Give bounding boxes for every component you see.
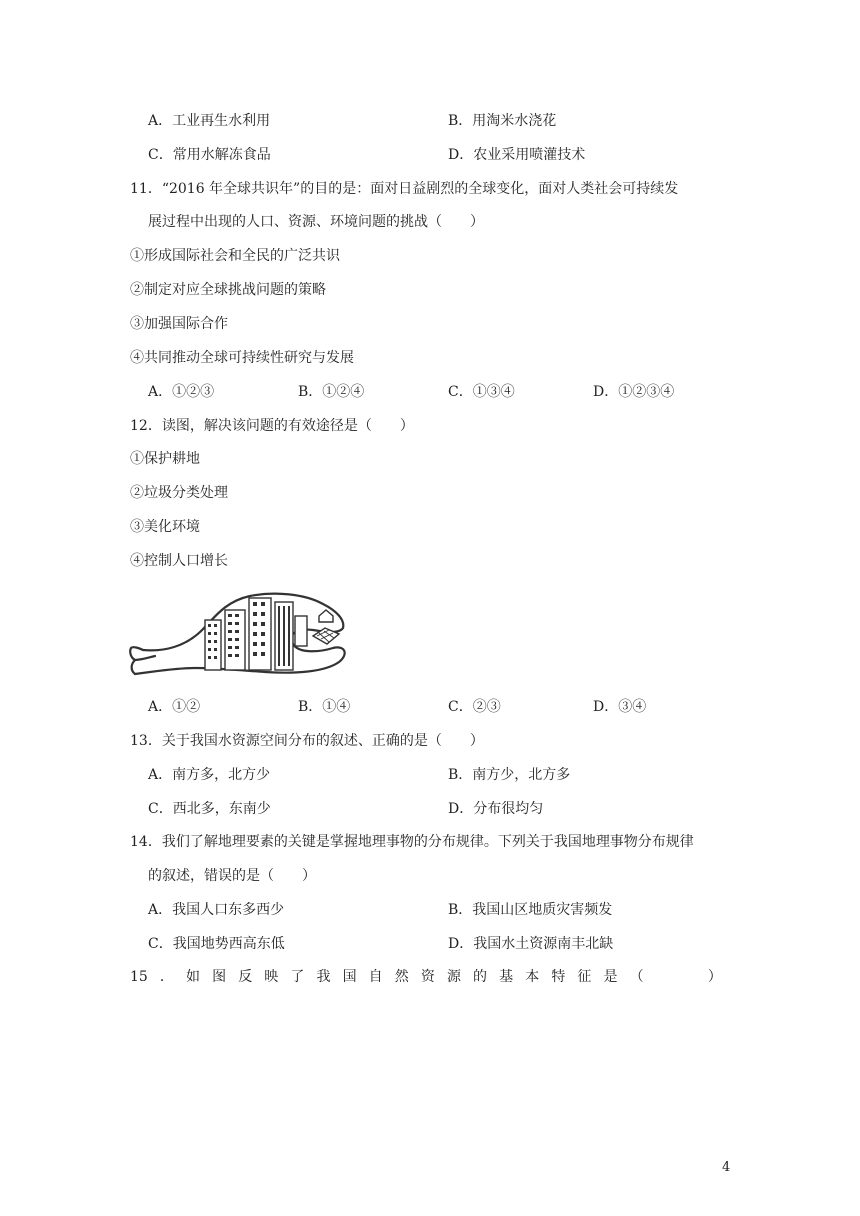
q14-option-c: C．我国地势西高东低: [148, 936, 285, 952]
q12-statement-1: ①保护耕地: [130, 451, 200, 467]
q15-char: 图: [212, 969, 227, 985]
q14-option-a: A．我国人口东多西少: [148, 902, 285, 918]
q11-option-d: D．①②③④: [593, 384, 675, 400]
q15-char: 源: [446, 969, 461, 985]
q15-char: 本: [525, 969, 540, 985]
q15-stem: [130, 967, 722, 987]
q13-option-d: D．分布很均匀: [448, 801, 544, 817]
q12-option-a: A．①②: [148, 699, 201, 715]
q11-statement-1: ①形成国际社会和全民的广泛共识: [130, 248, 340, 264]
q15-char: ）: [707, 969, 722, 985]
q15-char: 基: [499, 969, 514, 985]
q15-char: 了: [290, 969, 305, 985]
q10-option-d: D．农业采用喷灌技术: [448, 147, 586, 163]
q14-option-d: D．我国水土资源南丰北缺: [448, 936, 614, 952]
q14-stem-line1: 14．我们了解地理要素的关键是掌握地理事物的分布规律。下列关于我国地理事物分布规律: [130, 834, 694, 850]
q15-char: 如: [186, 969, 201, 985]
q11-statement-4: ④共同推动全球可持续性研究与发展: [130, 350, 354, 366]
q12-statement-2: ②垃圾分类处理: [130, 485, 228, 501]
q15-char: [656, 967, 670, 987]
q12-option-d: D．③④: [593, 699, 647, 715]
q15-char: 资: [420, 969, 435, 985]
city-fish-illustration: [125, 588, 365, 680]
q11-statement-3: ③加强国际合作: [130, 316, 228, 332]
q15-char: 征: [577, 969, 592, 985]
q10-option-c: C．常用水解冻食品: [148, 147, 271, 163]
q11-stem-line1: 11．“2016 年全球共识年”的目的是：面对日益剧烈的全球变化，面对人类社会可持续发: [130, 181, 679, 197]
q11-option-c: C．①③④: [448, 384, 515, 400]
q15-char: 我: [316, 969, 331, 985]
q11-option-b: B．①②④: [298, 384, 365, 400]
q15-char: 反: [238, 969, 253, 985]
q13-option-c: C．西北多，东南少: [148, 801, 271, 817]
q15-char: 然: [394, 969, 409, 985]
q11-stem-line2: 展过程中出现的人口、资源、环境问题的挑战（ ）: [148, 214, 484, 230]
q10-option-b: B．用淘米水浇花: [448, 113, 557, 129]
q13-option-a: A．南方多，北方少: [148, 767, 271, 783]
q14-stem-line2: 的叙述，错误的是（ ）: [148, 868, 316, 884]
q13-option-b: B．南方少，北方多: [448, 767, 571, 783]
q12-statement-3: ③美化环境: [130, 519, 200, 535]
q15-char: ．: [159, 969, 174, 985]
q15-char: （: [629, 969, 644, 985]
q15-char: 映: [264, 969, 279, 985]
q13-stem: 13．关于我国水资源空间分布的叙述、正确的是（ ）: [130, 733, 484, 749]
q11-statement-2: ②制定对应全球挑战问题的策略: [130, 282, 326, 298]
q11-option-a: A．①②③: [148, 384, 215, 400]
q12-option-b: B．①④: [298, 699, 351, 715]
q14-option-b: B．我国山区地质灾害频发: [448, 902, 613, 918]
q15-char: 自: [368, 969, 383, 985]
q15-char: 15: [130, 969, 148, 985]
q15-char: 国: [342, 969, 357, 985]
q12-statement-4: ④控制人口增长: [130, 553, 228, 569]
q15-char: 的: [473, 969, 488, 985]
q15-char: [682, 967, 696, 987]
page-number: 4: [722, 1160, 731, 1175]
q12-stem: 12．读图，解决该问题的有效途径是（ ）: [130, 418, 414, 434]
q12-option-c: C．②③: [448, 699, 501, 715]
q15-char: 特: [551, 969, 566, 985]
q10-option-a: A．工业再生水利用: [148, 113, 271, 129]
q15-char: 是: [603, 969, 618, 985]
